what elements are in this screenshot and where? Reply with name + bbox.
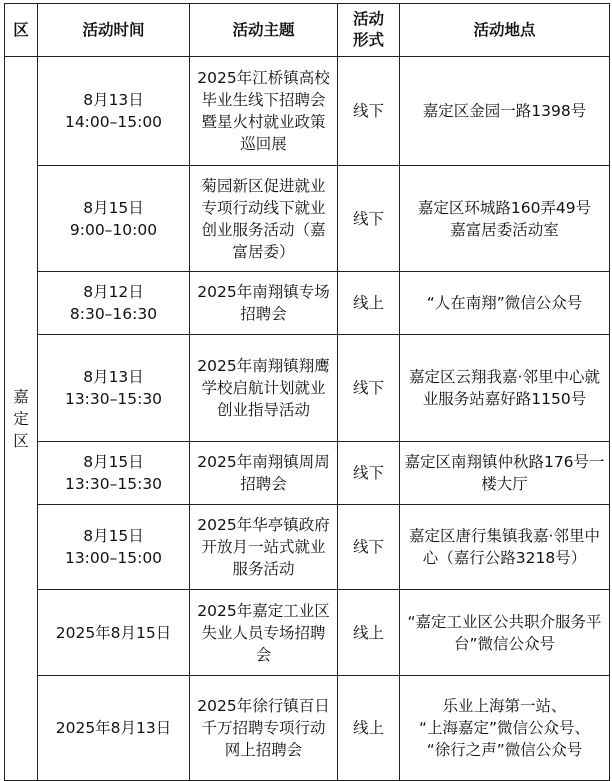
place-cell: “嘉定工业区公共职介服务平台”微信公众号: [400, 590, 610, 676]
table-row: [5, 335, 610, 442]
time-cell: 8月12日 8:30–16:30: [38, 272, 190, 335]
header-district: 区: [5, 4, 38, 57]
header-form: 活动 形式: [338, 4, 400, 57]
form-cell: 线上: [338, 272, 400, 335]
table-row: [5, 442, 610, 505]
district-char: 区: [13, 431, 29, 450]
form-cell: 线下: [338, 335, 400, 442]
place-cell: 嘉定区金园一路1398号: [400, 57, 610, 166]
form-cell: 线下: [338, 505, 400, 590]
place-cell: 嘉定区环城路160弄49号 嘉富居委活动室: [400, 166, 610, 272]
table-row: [5, 166, 610, 272]
time-cell: 8月15日 13:00–15:00: [38, 505, 190, 590]
header-place: 活动地点: [400, 4, 610, 57]
time-cell: 2025年8月15日: [38, 590, 190, 676]
activity-schedule-table: [4, 3, 610, 781]
time-cell: 8月13日 14:00–15:00: [38, 57, 190, 166]
theme-cell: 2025年徐行镇百日千万招聘专项行动网上招聘会: [190, 676, 338, 781]
table-row: [5, 676, 610, 781]
header-row: [5, 4, 610, 57]
form-cell: 线下: [338, 442, 400, 505]
form-cell: 线下: [338, 57, 400, 166]
theme-cell: 2025年华亭镇政府开放月一站式就业服务活动: [190, 505, 338, 590]
place-cell: 嘉定区唐行集镇我嘉·邻里中心（嘉行公路3218号）: [400, 505, 610, 590]
theme-cell: 2025年江桥镇高校毕业生线下招聘会暨星火村就业政策巡回展: [190, 57, 338, 166]
time-cell: 8月15日 13:30–15:30: [38, 442, 190, 505]
table-row: [5, 590, 610, 676]
form-cell: 线上: [338, 590, 400, 676]
table-row: [5, 505, 610, 590]
table-row: [5, 272, 610, 335]
place-cell: 嘉定区南翔镇仲秋路176号一楼大厅: [400, 442, 610, 505]
header-theme: 活动主题: [190, 4, 338, 57]
theme-cell: 2025年南翔镇周周招聘会: [190, 442, 338, 505]
table-row: [5, 57, 610, 166]
form-cell: 线上: [338, 676, 400, 781]
district-cell: [5, 57, 38, 781]
place-cell: “人在南翔”微信公众号: [400, 272, 610, 335]
theme-cell: 菊园新区促进就业专项行动线下就业创业服务活动（嘉富居委）: [190, 166, 338, 272]
theme-cell: 2025年南翔镇专场招聘会: [190, 272, 338, 335]
form-cell: 线下: [338, 166, 400, 272]
district-char: 嘉: [13, 387, 29, 406]
theme-cell: 2025年嘉定工业区失业人员专场招聘会: [190, 590, 338, 676]
theme-cell: 2025年南翔镇翔鹰学校启航计划就业创业指导活动: [190, 335, 338, 442]
place-cell: 嘉定区云翔我嘉·邻里中心就业服务站嘉好路1150号: [400, 335, 610, 442]
time-cell: 8月15日 9:00–10:00: [38, 166, 190, 272]
time-cell: 2025年8月13日: [38, 676, 190, 781]
time-cell: 8月13日 13:30–15:30: [38, 335, 190, 442]
place-cell: 乐业上海第一站、 “上海嘉定”微信公众号、 “徐行之声”微信公众号: [400, 676, 610, 781]
header-time: 活动时间: [38, 4, 190, 57]
district-char: 定: [13, 409, 29, 428]
